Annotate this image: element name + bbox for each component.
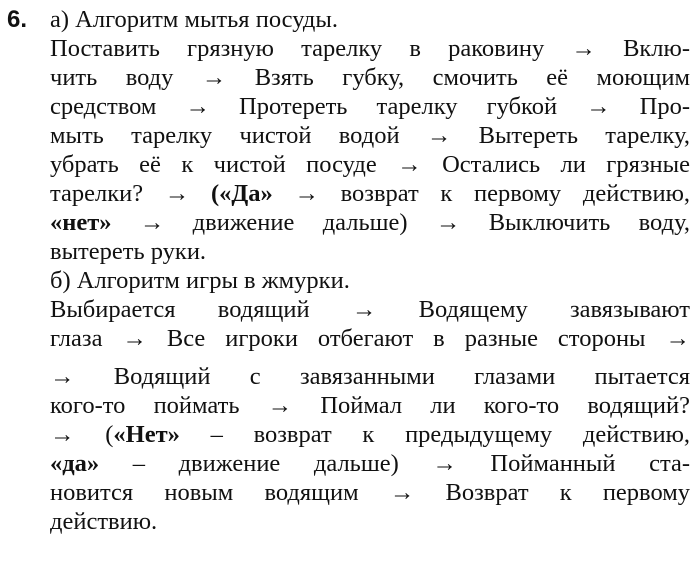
part-b-line-3: → Водящий с завязанными глазами пытается (50, 363, 690, 390)
paragraph-gap (50, 353, 690, 362)
part-b-title: б) Алгоритм игры в жмурки. (50, 267, 350, 294)
part-b-line-6-post: – движение дальше) → Пойманный ста- (99, 450, 690, 477)
part-a-line-4: мыть тарелку чистой водой → Вытереть тарелку, (50, 122, 690, 149)
part-a-line-7 (50, 208, 690, 237)
part-a-line-7-post: → движение дальше) → Выключить воду, (111, 209, 690, 236)
part-a-line-5: убрать её к чистой посуде → Остались ли грязные (50, 151, 690, 178)
part-a-line-6-pre: тарелки? → (50, 180, 211, 207)
part-a-title: а) Алгоритм мытья посуды. (50, 6, 338, 33)
part-b-line-5-pre: → ( (50, 421, 114, 448)
part-b-line-5-bold: «Нет» (113, 421, 180, 448)
part-a-line-1: Поставить грязную тарелку в раковину → Вклю- (50, 35, 690, 62)
part-a-line-3: средством → Протереть тарелку губкой → Про- (50, 93, 690, 120)
part-a-line-6-bold: («Да» (211, 180, 273, 207)
part-a-line-8: вытереть руки. (50, 238, 207, 265)
part-a-line-6-post: → возврат к первому действию, (272, 180, 691, 207)
part-b-line-5 (50, 420, 690, 449)
problem-number: 6. (7, 6, 28, 33)
part-b-line-5-post: – возврат к предыдущему действию, (179, 421, 690, 448)
part-a-line-6 (50, 179, 690, 208)
part-b-line-1: Выбирается водящий → Водящему завязывают (50, 296, 690, 323)
part-a-line-2: чить воду → Взять губку, смочить её моющим (50, 64, 690, 91)
part-b-line-2: глаза → Все игроки отбегают в разные стороны → (50, 325, 690, 352)
answer-text (50, 5, 690, 536)
part-b-line-6-bold: «да» (50, 450, 100, 477)
part-a-line-7-bold: «нет» (50, 209, 112, 236)
part-b-line-6 (50, 449, 690, 478)
part-b-line-4: кого-то поймать → Поймал ли кого-то водящий? (50, 392, 690, 419)
part-b-line-7: новится новым водящим → Возврат к первому (50, 479, 690, 506)
part-b-line-8: действию. (50, 508, 158, 535)
